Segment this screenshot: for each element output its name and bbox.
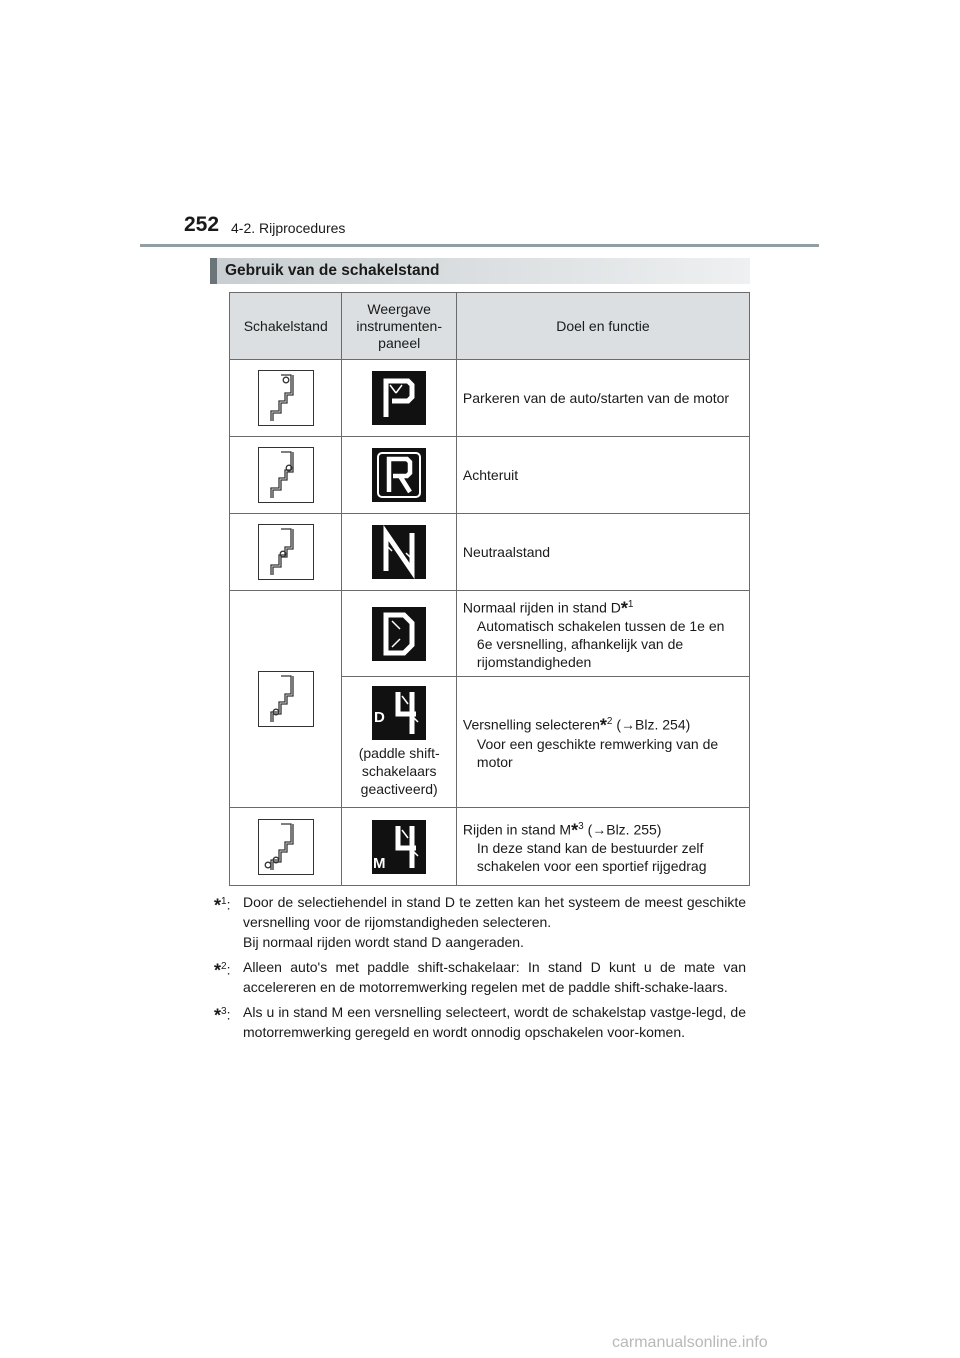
footnote xyxy=(214,957,746,997)
function-main: Rijden in stand M xyxy=(462,821,572,838)
display-cell xyxy=(342,677,456,808)
footnote-label: *$^1$: xyxy=(214,895,231,916)
function-cell xyxy=(456,591,749,677)
shift-gate-p-icon xyxy=(258,370,314,426)
gate-cell xyxy=(230,808,342,886)
gate-cell xyxy=(230,437,342,514)
table-header-row xyxy=(230,293,750,360)
svg-text:D: D xyxy=(374,709,386,726)
footnote-ref: 2 xyxy=(606,716,613,728)
footnote-ref: 1 xyxy=(627,598,634,610)
footnote-text: Als u in stand M een versnelling selecteert, wordt de schakelstap vastge-legd, de motorremwerking geregeld en wordt onnodig opschakelen voor-komen. xyxy=(243,1004,746,1040)
display-d-icon xyxy=(372,607,426,661)
footnote-text: Bij normaal rijden wordt stand D aangeraden. xyxy=(243,934,524,950)
display-cell xyxy=(342,437,456,514)
table-row xyxy=(230,360,750,437)
gate-cell xyxy=(230,360,342,437)
footnote-label: *$^2$: xyxy=(214,960,231,981)
function-cell xyxy=(456,677,749,808)
display-caption xyxy=(342,744,455,798)
header-display-line: paneel xyxy=(378,334,421,351)
function-main: Versnelling selecteren xyxy=(462,716,600,733)
section-heading: Gebruik van de schakelstand xyxy=(210,258,750,284)
footnote xyxy=(214,892,746,952)
table-row xyxy=(230,514,750,591)
display-cell xyxy=(342,808,456,886)
gate-cell xyxy=(230,514,342,591)
display-r-icon xyxy=(372,448,426,502)
shift-gate-m-icon xyxy=(258,819,314,875)
svg-text:M: M xyxy=(373,854,386,872)
display-p-icon xyxy=(372,371,426,425)
function-cell: Parkeren van de auto/starten van de motor xyxy=(456,360,749,437)
display-d4-icon xyxy=(372,686,426,740)
caption-line: schakelaars xyxy=(361,763,437,779)
function-sub: Automatisch schakelen tussen de 1e en 6e versnelling, afhankelijk van de rijomstandigheden xyxy=(476,618,725,671)
header-display-line: Weergave xyxy=(367,300,431,317)
page-number: 252 xyxy=(184,213,220,236)
footnote-marker: * xyxy=(620,598,628,619)
caption-line: (paddle shift- xyxy=(358,745,440,761)
table-row xyxy=(230,437,750,514)
function-cell: Neutraalstand xyxy=(456,514,749,591)
shift-position-table xyxy=(229,292,750,886)
caption-line: geactiveerd) xyxy=(360,781,438,797)
header-function: Doel en functie xyxy=(456,293,749,360)
display-cell xyxy=(342,514,456,591)
display-cell xyxy=(342,591,456,677)
footnote-text: Door de selectiehendel in stand D te zetten kan het systeem de meest geschikte versnelling voor de rijomstandigheden selecteren. xyxy=(243,894,746,930)
function-cell: Achteruit xyxy=(456,437,749,514)
footnote-ref: 3 xyxy=(578,820,584,832)
header-position: Schakelstand xyxy=(230,293,342,360)
shift-gate-r-icon xyxy=(258,447,314,503)
footnote-text: Alleen auto's met paddle shift-schakelaar: In stand D kunt u de mate van accelereren en de motorremwerking regelen met de paddle shift-schake-laars. xyxy=(243,959,746,995)
page-reference[interactable]: (→Blz. 255) xyxy=(587,821,662,838)
gate-cell xyxy=(230,591,342,808)
shift-gate-n-icon xyxy=(258,524,314,580)
table-row xyxy=(230,591,750,677)
display-cell xyxy=(342,360,456,437)
display-n-icon xyxy=(372,525,426,579)
header-rule xyxy=(140,244,819,247)
function-sub: Voor een geschikte remwerking van de motor xyxy=(476,735,719,770)
page-reference[interactable]: (→Blz. 254) xyxy=(616,716,691,733)
table-row xyxy=(230,808,750,886)
footnote-marker: * xyxy=(571,820,579,841)
footnote xyxy=(214,1002,746,1042)
header-display-line: instrumenten- xyxy=(356,317,442,334)
footnotes xyxy=(214,892,746,1047)
display-m4-icon xyxy=(372,820,426,874)
function-cell xyxy=(456,808,749,886)
footnote-label: *$^3$: xyxy=(214,1005,231,1026)
shift-gate-d-icon xyxy=(258,671,314,727)
function-sub: In deze stand kan de bestuurder zelf schakelen voor een sportief rijgedrag xyxy=(476,840,707,875)
header-display xyxy=(342,293,456,360)
chapter-title: 4-2. Rijprocedures xyxy=(231,220,346,236)
function-main: Normaal rijden in stand D xyxy=(462,599,621,616)
watermark: carmanualsonline.info xyxy=(612,1334,768,1351)
footnote-marker: * xyxy=(599,715,607,736)
